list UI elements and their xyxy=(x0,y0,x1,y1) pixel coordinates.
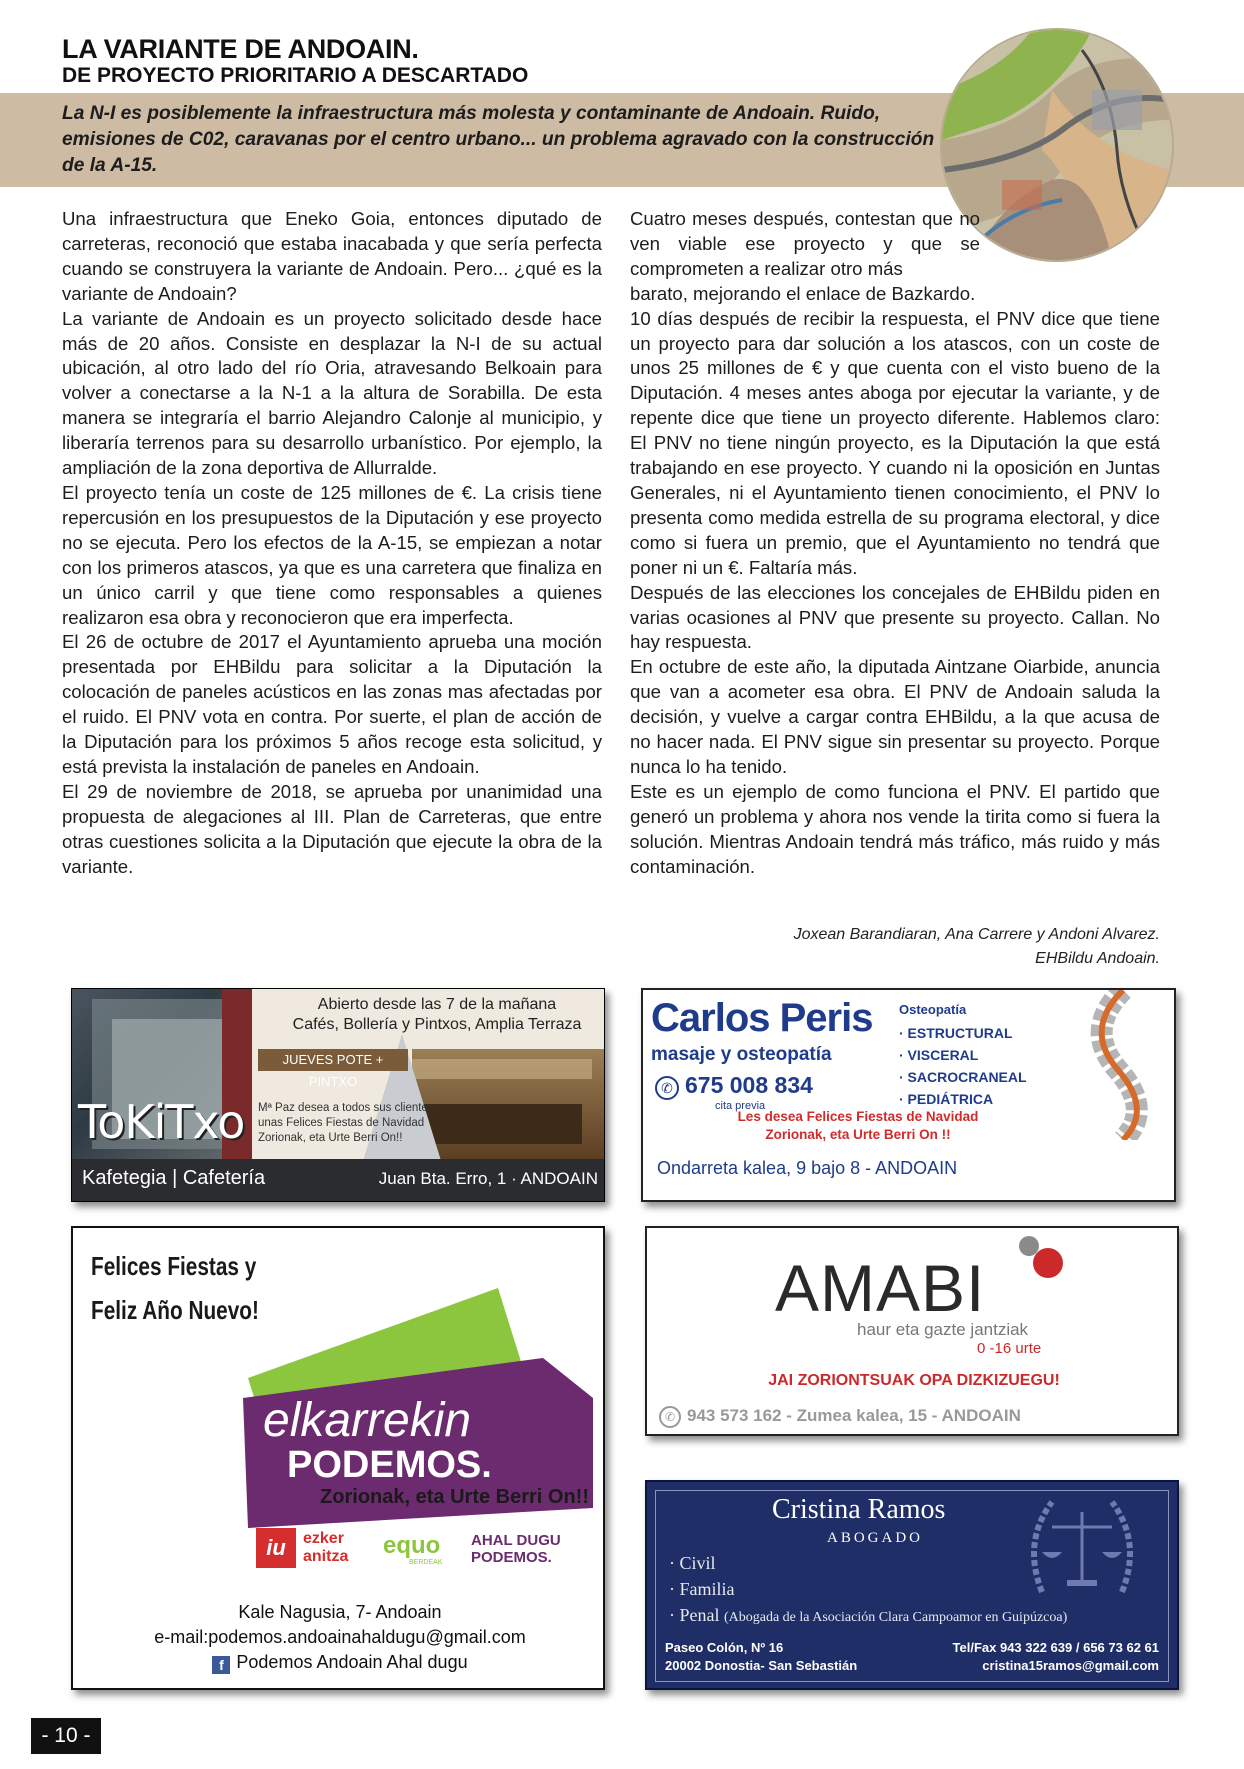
ahaldugu-label: AHAL DUGU xyxy=(471,1532,561,1549)
practice-item: · Civil xyxy=(669,1553,716,1573)
podemos-address: Kale Nagusia, 7- Andoain xyxy=(238,1602,442,1622)
tokitxo-greeting: Mª Paz desea a todos sus clientes xyxy=(258,1102,434,1114)
podemos-greeting: Feliz Año Nuevo! xyxy=(91,1295,259,1325)
cristina-address: 20002 Donostia- San Sebastián xyxy=(665,1658,858,1673)
ad-tokitxo[interactable] xyxy=(71,988,605,1202)
carlos-phone: 675 008 834 xyxy=(685,1072,813,1098)
facebook-icon: f xyxy=(212,1656,230,1674)
spine-icon xyxy=(1063,990,1176,1140)
article-lead: La N-I es posiblemente la infraestructura más molesta y contaminante de Andoain. Ruido, emisiones de C02, caravanas por el centro urbano... un problema agravado con la construcción de la A-15. xyxy=(62,103,935,176)
paragraph: Una infraestructura que Eneko Goia, entonces diputado de carreteras, reconoció que estaba inacabada y que sería perfecta cuando se construyera la variante de Andoain. Pero... ¿qué es la variante de Andoain? xyxy=(62,208,602,304)
tokitxo-tagline: Kafetegia | Cafetería xyxy=(82,1167,266,1189)
phone-icon: ✆ xyxy=(659,1406,681,1428)
article-signature xyxy=(640,923,1160,971)
amabi-tagline: haur eta gazte jantziak xyxy=(857,1320,1029,1339)
cristina-email[interactable]: cristina15ramos@gmail.com xyxy=(982,1658,1159,1673)
carlos-services-title: Osteopatía xyxy=(899,1002,967,1017)
ad-podemos[interactable] xyxy=(71,1226,605,1690)
cristina-phone: Tel/Fax 943 322 639 / 656 73 62 61 xyxy=(952,1640,1159,1655)
cristina-address: Paseo Colón, Nº 16 xyxy=(665,1640,784,1655)
iu-logo-icon: iu xyxy=(256,1528,296,1568)
tokitxo-footer xyxy=(72,1159,605,1202)
equo-logo: equo xyxy=(383,1532,441,1559)
cristina-role: ABOGADO xyxy=(827,1530,923,1546)
paragraph: Después de las elecciones los concejales de EHBildu piden en varias ocasiones al PNV que presente su proyecto. Callan. No hay respuesta. xyxy=(630,581,1160,653)
article-title: LA VARIANTE DE ANDOAIN. xyxy=(62,34,419,64)
tokitxo-greeting: Zorionak, eta Urte Berri On!! xyxy=(258,1132,403,1144)
paragraph: El proyecto tenía un coste de 125 millones de €. La crisis tiene repercusión en los presupuestos de la Diputación y ese proyecto no se ejecuta. Pero los efectos de la A-15, se empiezan a notar con los primeros atascos, ya que es una carretera que finaliza en un único carril y que tiene como responsables a quienes realizaron esa obra y reconocieron que era imperfecta. xyxy=(62,481,602,628)
tokitxo-promo: JUEVES POTE + PINTXO xyxy=(258,1049,408,1071)
paragraph: El 26 de octubre de 2017 el Ayuntamiento aprueba una moción presentada por EHBildu para solicitar a la Diputación la colocación de paneles acústicos en las zonas mas afectadas por el ruido. El PNV vota en contra. Por suerte, el plan de acción de la Diputación para los próximos 5 años recoge esta solicitud, y está prevista la instalación de paneles en Andoain. xyxy=(62,631,602,777)
ahaldugu-label: PODEMOS. xyxy=(471,1549,552,1566)
phone-icon: ✆ xyxy=(655,1076,679,1100)
amabi-ages: 0 -16 urte xyxy=(977,1340,1042,1357)
article-column-2 xyxy=(630,207,1160,879)
paragraph: La variante de Andoain es un proyecto solicitado desde hace más de 20 años. Consiste en desplazar la N-I de su actual ubicación, al otro lado del río Oria, atravesando Belkoain para volver a conectarse a la N-1 a la altura de Sorabilla. De esta manera se integraría el barrio Alejandro Calonje al municipio, y liberaría terrenos para su desarrollo urbanístico. Por ejemplo, la ampliación de la zona deportiva de Allurralde. xyxy=(62,307,602,479)
paragraph: 10 días después de recibir la respuesta, el PNV dice que tiene un proyecto para dar solución a los atascos, con un coste de unos 25 millones de € y que cuenta con el visto bueno de la Diputación. 4 meses antes aboga por ejecutar la variante, y de repente dice que tiene un proyecto diferente. Hablemos claro: El PNV no tiene ningún proyecto, es la Diputación la que está trabajando en ese proyecto. Y cuando ni la oposición en Juntas Generales, ni el Ayuntamiento tienen conocimiento, el PNV lo presenta como medida estrella de su programa electoral, y dice como si fuera un premio, que el Ayuntamiento no tendrá que poner ni un €. Faltaría más. xyxy=(630,307,1160,578)
article-subtitle: DE PROYECTO PRIORITARIO A DESCARTADO xyxy=(62,64,529,87)
tokitxo-offer: Cafés, Bollería y Pintxos, Amplia Terraza xyxy=(292,1016,582,1033)
signature-authors: Joxean Barandiaran, Ana Carrere y Andoni Alvarez. xyxy=(793,926,1160,943)
ad-amabi[interactable] xyxy=(645,1226,1179,1436)
carlos-name: Carlos Peris xyxy=(651,996,873,1040)
paragraph: barato, mejorando el enlace de Bazkardo. xyxy=(630,282,976,304)
cristina-name: Cristina Ramos xyxy=(772,1494,946,1525)
tokitxo-greeting: unas Felices Fiestas de Navidad xyxy=(258,1117,425,1129)
amabi-greeting: JAI ZORIONTSUAK OPA DIZKIZUEGU! xyxy=(768,1372,1060,1389)
service-item: · PEDIÁTRICA xyxy=(899,1091,994,1107)
practice-note: (Abogada de la Asociación Clara Campoamor en Guipúzcoa) xyxy=(723,1610,1068,1625)
paragraph: El 29 de noviembre de 2018, se aprueba por unanimidad una propuesta de alegaciones al III. Plan de Carreteras, que entre otras cuestiones solicita a la Diputación que ejecute la obra de la variante. xyxy=(62,780,602,877)
facebook-label: Podemos Andoain Ahal dugu xyxy=(236,1652,468,1672)
practice-item xyxy=(669,1602,1067,1631)
dot-red-icon xyxy=(1033,1248,1063,1278)
podemos-greeting: Felices Fiestas y xyxy=(91,1251,257,1281)
equo-sub: BERDEAK xyxy=(409,1559,443,1566)
service-item: · ESTRUCTURAL xyxy=(899,1025,1013,1041)
signature-org: EHBildu Andoain. xyxy=(1035,950,1160,967)
podemos-facebook[interactable] xyxy=(73,1650,605,1675)
iu-label: ezker xyxy=(303,1530,344,1547)
amabi-contact: 943 573 162 - Zumea kalea, 15 - ANDOAIN xyxy=(687,1406,1021,1425)
podemos-brand: elkarrekin xyxy=(263,1394,472,1447)
podemos-email[interactable]: e-mail:podemos.andoainahaldugu@gmail.com xyxy=(154,1627,526,1647)
podemos-brand: PODEMOS. xyxy=(287,1444,492,1486)
carlos-greeting: Zorionak, eta Urte Berri On !! xyxy=(765,1127,951,1142)
paragraph: Cuatro meses después, contestan que no ven viable ese proyecto y que se comprometen a realizar otro más xyxy=(630,208,980,279)
service-item: · SACROCRANEAL xyxy=(899,1069,1027,1085)
tokitxo-address: Juan Bta. Erro, 1 · ANDOAIN xyxy=(378,1169,598,1188)
amabi-logo: AMABI xyxy=(775,1251,986,1325)
service-item: · VISCERAL xyxy=(899,1047,979,1063)
carlos-address: Ondarreta kalea, 9 bajo 8 - ANDOAIN xyxy=(657,1158,958,1178)
iu-label: anitza xyxy=(303,1548,349,1565)
paragraph: Este es un ejemplo de como funciona el PNV. El partido que generó un problema y ahora nos vende la tirita como si fuera la solución. Mientras Andoain tendrá más tráfico, más ruido y más contaminación. xyxy=(630,780,1160,877)
carlos-subtitle: masaje y osteopatía xyxy=(651,1044,832,1065)
carlos-greeting: Les desea Felices Fiestas de Navidad xyxy=(737,1109,979,1124)
article-column-1 xyxy=(62,207,602,879)
carlos-phone-note: cita previa xyxy=(715,1100,766,1112)
tokitxo-hours: Abierto desde las 7 de la mañana xyxy=(317,996,557,1013)
paragraph: En octubre de este año, la diputada Aintzane Oiarbide, anuncia que van a acometer esa obra. El PNV de Andoain saluda la decisión, y vuelve a cargar contra EHBildu, a la que acusa de no hacer nada. El PNV sigue sin presentar su proyecto. Porque nunca lo ha tenido. xyxy=(630,656,1160,777)
practice-label: · Penal xyxy=(669,1605,720,1625)
ad-cristina-ramos[interactable] xyxy=(645,1480,1179,1690)
ad-carlos-peris[interactable] xyxy=(641,988,1176,1202)
podemos-greeting: Zorionak, eta Urte Berri On!! xyxy=(320,1486,589,1508)
tokitxo-logo: ToKiTxo xyxy=(78,1095,245,1149)
practice-item: · Familia xyxy=(669,1579,735,1599)
page-number: - 10 - xyxy=(31,1718,101,1754)
